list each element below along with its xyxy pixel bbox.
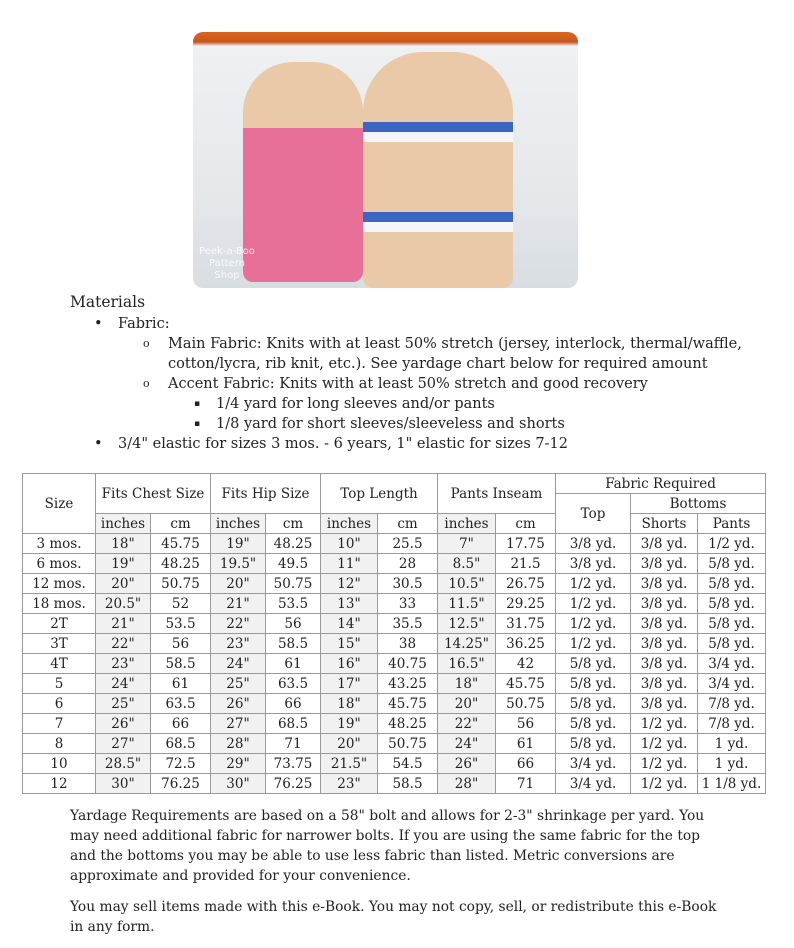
table-cell: 72.5 — [151, 754, 211, 774]
table-cell: 7/8 yd. — [698, 694, 766, 714]
table-cell: 18 mos. — [23, 594, 96, 614]
table-cell: 58.5 — [378, 774, 438, 794]
table-cell: 1/2 yd. — [698, 534, 766, 554]
table-cell: 5/8 yd. — [698, 574, 766, 594]
table-cell: 24" — [96, 674, 151, 694]
table-cell: 63.5 — [266, 674, 321, 694]
pajama-kids-photo — [193, 32, 578, 288]
table-cell: 23" — [211, 634, 266, 654]
table-cell: 18" — [321, 694, 378, 714]
subheader-cm: cm — [496, 514, 556, 534]
table-row — [23, 674, 766, 694]
table-cell: 38 — [378, 634, 438, 654]
table-cell: 30" — [211, 774, 266, 794]
table-cell: 19" — [211, 534, 266, 554]
table-cell: 48.25 — [266, 534, 321, 554]
table-cell: 5/8 yd. — [556, 694, 631, 714]
table-cell: 20" — [211, 574, 266, 594]
table-cell: 3/8 yd. — [631, 654, 698, 674]
table-cell: 71 — [266, 734, 321, 754]
table-cell: 25" — [96, 694, 151, 714]
table-cell: 22" — [211, 614, 266, 634]
table-cell: 45.75 — [151, 534, 211, 554]
table-cell: 16.5" — [438, 654, 496, 674]
table-cell: 14" — [321, 614, 378, 634]
girl-figure — [243, 62, 363, 282]
table-cell: 1/2 yd. — [631, 754, 698, 774]
table-cell: 27" — [96, 734, 151, 754]
table-cell: 8 — [23, 734, 96, 754]
table-cell: 3/8 yd. — [631, 694, 698, 714]
table-cell: 58.5 — [151, 654, 211, 674]
table-cell: 1/2 yd. — [631, 774, 698, 794]
table-cell: 5/8 yd. — [698, 594, 766, 614]
table-cell: 29" — [211, 754, 266, 774]
table-cell: 54.5 — [378, 754, 438, 774]
table-cell: 2T — [23, 614, 96, 634]
table-cell: 56 — [266, 614, 321, 634]
table-cell: 15" — [321, 634, 378, 654]
table-cell: 1/2 yd. — [556, 574, 631, 594]
table-cell: 45.75 — [378, 694, 438, 714]
table-cell: 6 mos. — [23, 554, 96, 574]
table-cell: 3T — [23, 634, 96, 654]
table-cell: 10.5" — [438, 574, 496, 594]
table-cell: 45.75 — [496, 674, 556, 694]
table-cell: 8.5" — [438, 554, 496, 574]
table-cell: 76.25 — [151, 774, 211, 794]
table-cell: 26.75 — [496, 574, 556, 594]
materials-heading: Materials — [70, 293, 146, 311]
table-cell: 1/2 yd. — [631, 714, 698, 734]
table-cell: 71 — [496, 774, 556, 794]
table-cell: 1 yd. — [698, 754, 766, 774]
table-row — [23, 594, 766, 614]
table-row — [23, 754, 766, 774]
table-cell: 3 mos. — [23, 534, 96, 554]
table-cell: 73.75 — [266, 754, 321, 774]
table-row — [23, 774, 766, 794]
table-row — [23, 554, 766, 574]
table-cell: 5/8 yd. — [556, 734, 631, 754]
table-cell: 23" — [96, 654, 151, 674]
table-cell: 28 — [378, 554, 438, 574]
table-cell: 11" — [321, 554, 378, 574]
table-cell: 1 yd. — [698, 734, 766, 754]
subheader-inches: inches — [211, 514, 266, 534]
table-cell: 20" — [438, 694, 496, 714]
table-cell: 21.5 — [496, 554, 556, 574]
table-row — [23, 714, 766, 734]
table-cell: 1/2 yd. — [556, 594, 631, 614]
table-cell: 56 — [151, 634, 211, 654]
header-inseam: Pants Inseam — [438, 474, 556, 514]
table-cell: 12 mos. — [23, 574, 96, 594]
table-cell: 52 — [151, 594, 211, 614]
table-cell: 50.75 — [266, 574, 321, 594]
table-cell: 25.5 — [378, 534, 438, 554]
table-cell: 25" — [211, 674, 266, 694]
table-cell: 58.5 — [266, 634, 321, 654]
table-cell: 61 — [266, 654, 321, 674]
table-row — [23, 654, 766, 674]
table-cell: 10" — [321, 534, 378, 554]
table-cell: 28.5" — [96, 754, 151, 774]
table-cell: 27" — [211, 714, 266, 734]
table-cell: 18" — [96, 534, 151, 554]
table-cell: 61 — [151, 674, 211, 694]
table-cell: 3/8 yd. — [631, 574, 698, 594]
table-cell: 3/4 yd. — [556, 754, 631, 774]
table-cell: 11.5" — [438, 594, 496, 614]
table-cell: 3/8 yd. — [631, 614, 698, 634]
table-cell: 22" — [96, 634, 151, 654]
table-cell: 13" — [321, 594, 378, 614]
table-cell: 22" — [438, 714, 496, 734]
table-cell: 56 — [496, 714, 556, 734]
table-cell: 6 — [23, 694, 96, 714]
table-cell: 35.5 — [378, 614, 438, 634]
table-cell: 19" — [96, 554, 151, 574]
table-cell: 18" — [438, 674, 496, 694]
table-cell: 5/8 yd. — [556, 654, 631, 674]
boy-figure — [363, 52, 513, 288]
table-cell: 28" — [438, 774, 496, 794]
table-cell: 66 — [151, 714, 211, 734]
table-cell: 3/8 yd. — [631, 634, 698, 654]
table-cell: 12.5" — [438, 614, 496, 634]
watermark: Peek-a-Boo Pattern Shop — [199, 246, 255, 281]
yardage-note: Yardage Requirements are based on a 58" bolt and allows for 2-3" shrinkage per yard. You may need additional fabric for narrower bolts. If you are using the same fabric for the top and the bottoms you may be able to use less fabric than listed. Metric conversions are approximate and provided for your convenience. — [70, 808, 705, 884]
table-cell: 21.5" — [321, 754, 378, 774]
table-cell: 21" — [96, 614, 151, 634]
table-cell: 50.75 — [151, 574, 211, 594]
table-cell: 53.5 — [266, 594, 321, 614]
accent-sub-item: ▪ 1/4 yard for long sleeves and/or pants — [70, 394, 750, 414]
table-cell: 68.5 — [151, 734, 211, 754]
table-cell: 30" — [96, 774, 151, 794]
table-cell: 3/8 yd. — [631, 554, 698, 574]
table-cell: 4T — [23, 654, 96, 674]
table-cell: 50.75 — [496, 694, 556, 714]
subheader-inches: inches — [438, 514, 496, 534]
table-cell: 49.5 — [266, 554, 321, 574]
table-cell: 43.25 — [378, 674, 438, 694]
table-cell: 16" — [321, 654, 378, 674]
table-row — [23, 534, 766, 554]
header-shorts: Shorts — [631, 514, 698, 534]
table-cell: 48.25 — [378, 714, 438, 734]
table-cell: 12" — [321, 574, 378, 594]
table-row — [23, 574, 766, 594]
table-cell: 3/8 yd. — [631, 594, 698, 614]
table-cell: 31.75 — [496, 614, 556, 634]
table-cell: 12 — [23, 774, 96, 794]
table-cell: 17" — [321, 674, 378, 694]
header-top: Top — [556, 494, 631, 534]
table-cell: 19" — [321, 714, 378, 734]
license-note: You may sell items made with this e-Book. You may not copy, sell, or redistribute this e-Book in any form. — [70, 899, 717, 935]
materials-section — [70, 292, 750, 454]
table-cell: 20" — [321, 734, 378, 754]
header-size: Size — [23, 474, 96, 534]
header-hip: Fits Hip Size — [211, 474, 321, 514]
subheader-inches: inches — [321, 514, 378, 534]
table-cell: 61 — [496, 734, 556, 754]
table-cell: 66 — [496, 754, 556, 774]
header-pants: Pants — [698, 514, 766, 534]
table-cell: 24" — [438, 734, 496, 754]
table-cell: 5/8 yd. — [698, 634, 766, 654]
table-cell: 3/8 yd. — [631, 534, 698, 554]
table-cell: 26" — [438, 754, 496, 774]
table-row — [23, 614, 766, 634]
table-cell: 20.5" — [96, 594, 151, 614]
table-cell: 20" — [96, 574, 151, 594]
table-cell: 19.5" — [211, 554, 266, 574]
accent-fabric-item: o Accent Fabric: Knits with at least 50% stretch and good recovery — [70, 374, 750, 394]
header-bottoms: Bottoms — [631, 494, 766, 514]
table-cell: 24" — [211, 654, 266, 674]
table-cell: 10 — [23, 754, 96, 774]
table-cell: 36.25 — [496, 634, 556, 654]
table-cell: 26" — [211, 694, 266, 714]
table-cell: 3/4 yd. — [698, 674, 766, 694]
table-cell: 3/8 yd. — [556, 534, 631, 554]
table-cell: 7 — [23, 714, 96, 734]
notes — [70, 806, 720, 948]
table-cell: 48.25 — [151, 554, 211, 574]
subheader-cm: cm — [378, 514, 438, 534]
size-chart-table — [22, 473, 766, 794]
table-cell: 1/2 yd. — [556, 634, 631, 654]
table-cell: 29.25 — [496, 594, 556, 614]
fabric-item: • Fabric: — [70, 314, 750, 334]
table-cell: 21" — [211, 594, 266, 614]
table-cell: 23" — [321, 774, 378, 794]
table-cell: 7/8 yd. — [698, 714, 766, 734]
table-cell: 33 — [378, 594, 438, 614]
table-cell: 5/8 yd. — [556, 674, 631, 694]
table-cell: 30.5 — [378, 574, 438, 594]
table-cell: 1/2 yd. — [556, 614, 631, 634]
table-cell: 7" — [438, 534, 496, 554]
table-cell: 76.25 — [266, 774, 321, 794]
accent-sub-item: ▪ 1/8 yard for short sleeves/sleeveless and shorts — [70, 414, 750, 434]
table-cell: 53.5 — [151, 614, 211, 634]
subheader-inches: inches — [96, 514, 151, 534]
table-cell: 28" — [211, 734, 266, 754]
table-cell: 66 — [266, 694, 321, 714]
table-cell: 5/8 yd. — [698, 614, 766, 634]
header-top-length: Top Length — [321, 474, 438, 514]
table-cell: 1 1/8 yd. — [698, 774, 766, 794]
table-cell: 3/8 yd. — [631, 674, 698, 694]
header-fabric-required: Fabric Required — [556, 474, 766, 494]
table-cell: 42 — [496, 654, 556, 674]
table-row — [23, 694, 766, 714]
table-cell: 50.75 — [378, 734, 438, 754]
table-cell: 14.25" — [438, 634, 496, 654]
main-fabric-item: o Main Fabric: Knits with at least 50% stretch (jersey, interlock, thermal/waffle, cotton/lycra, rib knit, etc.). See yardage chart below for required amount — [70, 334, 750, 374]
table-cell: 3/4 yd. — [556, 774, 631, 794]
subheader-cm: cm — [151, 514, 211, 534]
header-chest: Fits Chest Size — [96, 474, 211, 514]
table-cell: 63.5 — [151, 694, 211, 714]
table-cell: 5 — [23, 674, 96, 694]
elastic-item: • 3/4" elastic for sizes 3 mos. - 6 years, 1" elastic for sizes 7-12 — [70, 434, 750, 454]
table-cell: 5/8 yd. — [556, 714, 631, 734]
table-cell: 26" — [96, 714, 151, 734]
table-cell: 3/8 yd. — [556, 554, 631, 574]
table-row — [23, 734, 766, 754]
table-cell: 1/2 yd. — [631, 734, 698, 754]
table-cell: 3/4 yd. — [698, 654, 766, 674]
subheader-cm: cm — [266, 514, 321, 534]
table-row — [23, 634, 766, 654]
table-cell: 17.75 — [496, 534, 556, 554]
table-cell: 40.75 — [378, 654, 438, 674]
table-cell: 68.5 — [266, 714, 321, 734]
table-cell: 5/8 yd. — [698, 554, 766, 574]
